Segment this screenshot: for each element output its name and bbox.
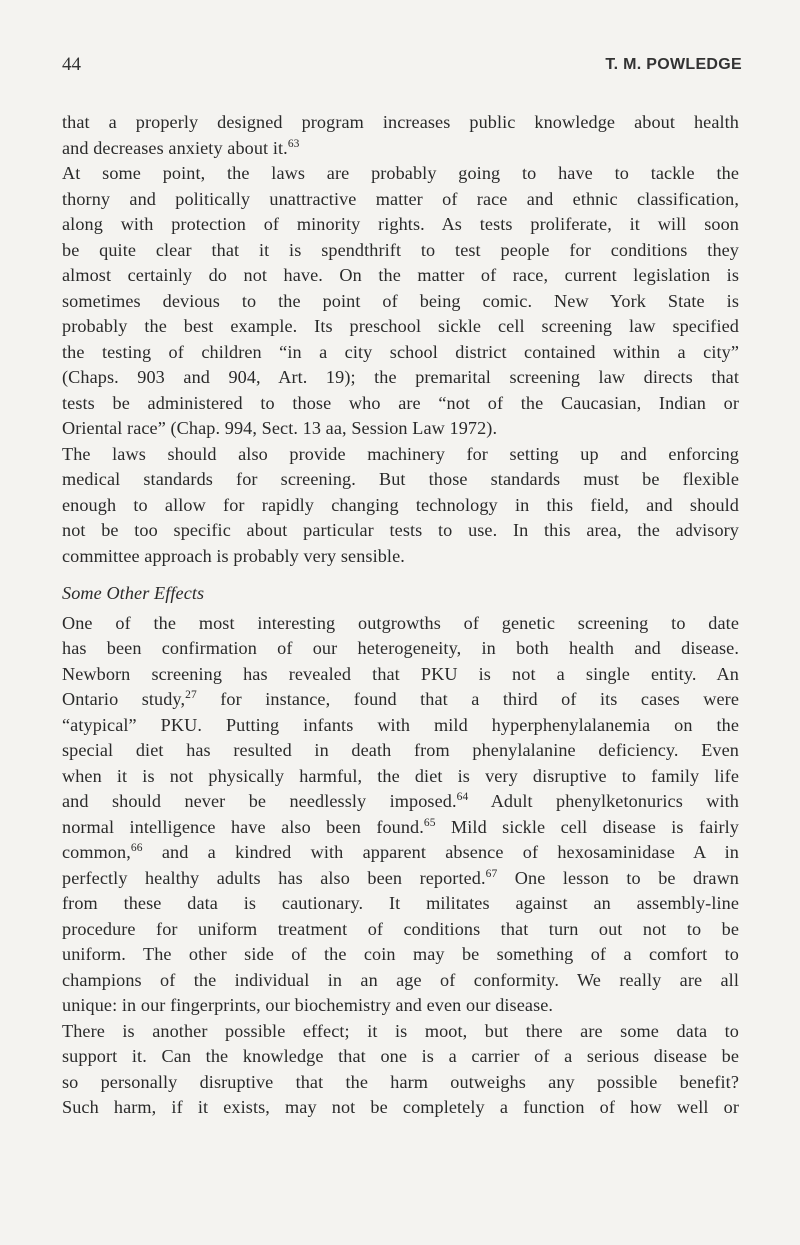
text-line: (Chaps. 903 and 904, Art. 19); the premarital screening law directs that xyxy=(62,367,739,387)
text-line: special diet has resulted in death from phenylalanine deficiency. Even xyxy=(62,740,739,760)
footnote-ref: 65 xyxy=(423,816,436,829)
text-line: almost certainly do not have. On the matter of race, current legislation is xyxy=(62,265,739,285)
text-line: that a properly designed program increases public knowledge about health xyxy=(62,112,739,132)
text-line: thorny and politically unattractive matter of race and ethnic classification, xyxy=(62,188,739,209)
text-line: support it. Can the knowledge that one is a carrier of a serious disease be xyxy=(62,1046,739,1066)
text-line: The laws should also provide machinery for setting up and enforcing xyxy=(62,443,739,464)
footnote-ref: 27 xyxy=(185,689,197,701)
text-line: Ontario study,$^{27}$ for instance, found that a third of its cases were xyxy=(62,689,739,709)
text-line: probably the best example. Its preschool sickle cell screening law specified xyxy=(62,316,739,336)
paragraph xyxy=(62,442,739,570)
text-line: tests be administered to those who are “not of the Caucasian, Indian or xyxy=(62,392,739,413)
text-line: Such harm, if it exists, may not be completely a function of how well or xyxy=(62,1097,739,1117)
text-line: the testing of children “in a city school district contained within a city” xyxy=(62,341,739,362)
section-heading: Some Other Effects xyxy=(62,583,205,603)
text-line: and decreases anxiety about it.$^{63}$ xyxy=(62,137,300,158)
footnote-ref: 67 xyxy=(485,867,498,880)
body-text xyxy=(62,110,739,1121)
text-line: One of the most interesting outgrowths of genetic screening to date xyxy=(62,612,739,633)
text-line: Newborn screening has revealed that PKU is not a single entity. An xyxy=(62,663,739,684)
text-line: Oriental race” (Chap. 994, Sect. 13 aa, Session Law 1972). xyxy=(62,418,498,438)
page-number: 44 xyxy=(62,54,81,75)
footnote-ref: 66 xyxy=(130,842,143,854)
text-line: champions of the individual in an age of conformity. We really are all xyxy=(62,969,739,990)
text-line: medical standards for screening. But those standards must be flexible xyxy=(62,469,739,489)
text-line: has been confirmation of our heterogeneity, in both health and disease. xyxy=(62,638,739,658)
text-line: perfectly healthy adults has also been reported.$^{67}$ One lesson to be drawn xyxy=(62,867,739,888)
text-line: common,$^{66}$ and a kindred with apparent absence of hexosaminidase A in xyxy=(62,842,739,862)
text-line: and should never be needlessly imposed.$^{64}$ Adult phenylketonurics with xyxy=(62,791,739,811)
text-line: so personally disruptive that the harm outweighs any possible benefit? xyxy=(62,1071,739,1092)
footnote-ref: 63 xyxy=(287,137,300,150)
text-line: unique: in our fingerprints, our biochemistry and even our disease. xyxy=(62,995,554,1015)
text-line: enough to allow for rapidly changing technology in this field, and should xyxy=(62,494,739,515)
footnote-ref: 64 xyxy=(456,791,469,803)
paragraph xyxy=(62,1019,739,1121)
text-line: not be too specific about particular tests to use. In this area, the advisory xyxy=(62,520,739,540)
running-head: T. M. POWLEDGE xyxy=(605,56,742,73)
text-line: be quite clear that it is spendthrift to test people for conditions they xyxy=(62,239,739,260)
paragraph xyxy=(62,611,739,1019)
text-line: committee approach is probably very sensible. xyxy=(62,545,405,566)
paragraph xyxy=(62,110,739,161)
text-line: from these data is cautionary. It militates against an assembly-line xyxy=(62,893,739,913)
text-line: There is another possible effect; it is moot, but there are some data to xyxy=(62,1020,739,1041)
page-header xyxy=(62,54,742,82)
text-line: along with protection of minority rights. As tests proliferate, it will soon xyxy=(62,214,739,234)
text-line: “atypical” PKU. Putting infants with mild hyperphenylalanemia on the xyxy=(62,714,739,735)
text-line: sometimes devious to the point of being comic. New York State is xyxy=(62,290,739,311)
text-line: uniform. The other side of the coin may be something of a comfort to xyxy=(62,944,739,964)
text-line: At some point, the laws are probably going to have to tackle the xyxy=(62,163,739,183)
text-line: normal intelligence have also been found.$^{65}$ Mild sickle cell disease is fairly xyxy=(62,816,739,837)
text-line: procedure for uniform treatment of conditions that turn out not to be xyxy=(62,918,739,939)
paragraph xyxy=(62,161,739,442)
text-line: when it is not physically harmful, the diet is very disruptive to family life xyxy=(62,765,739,786)
